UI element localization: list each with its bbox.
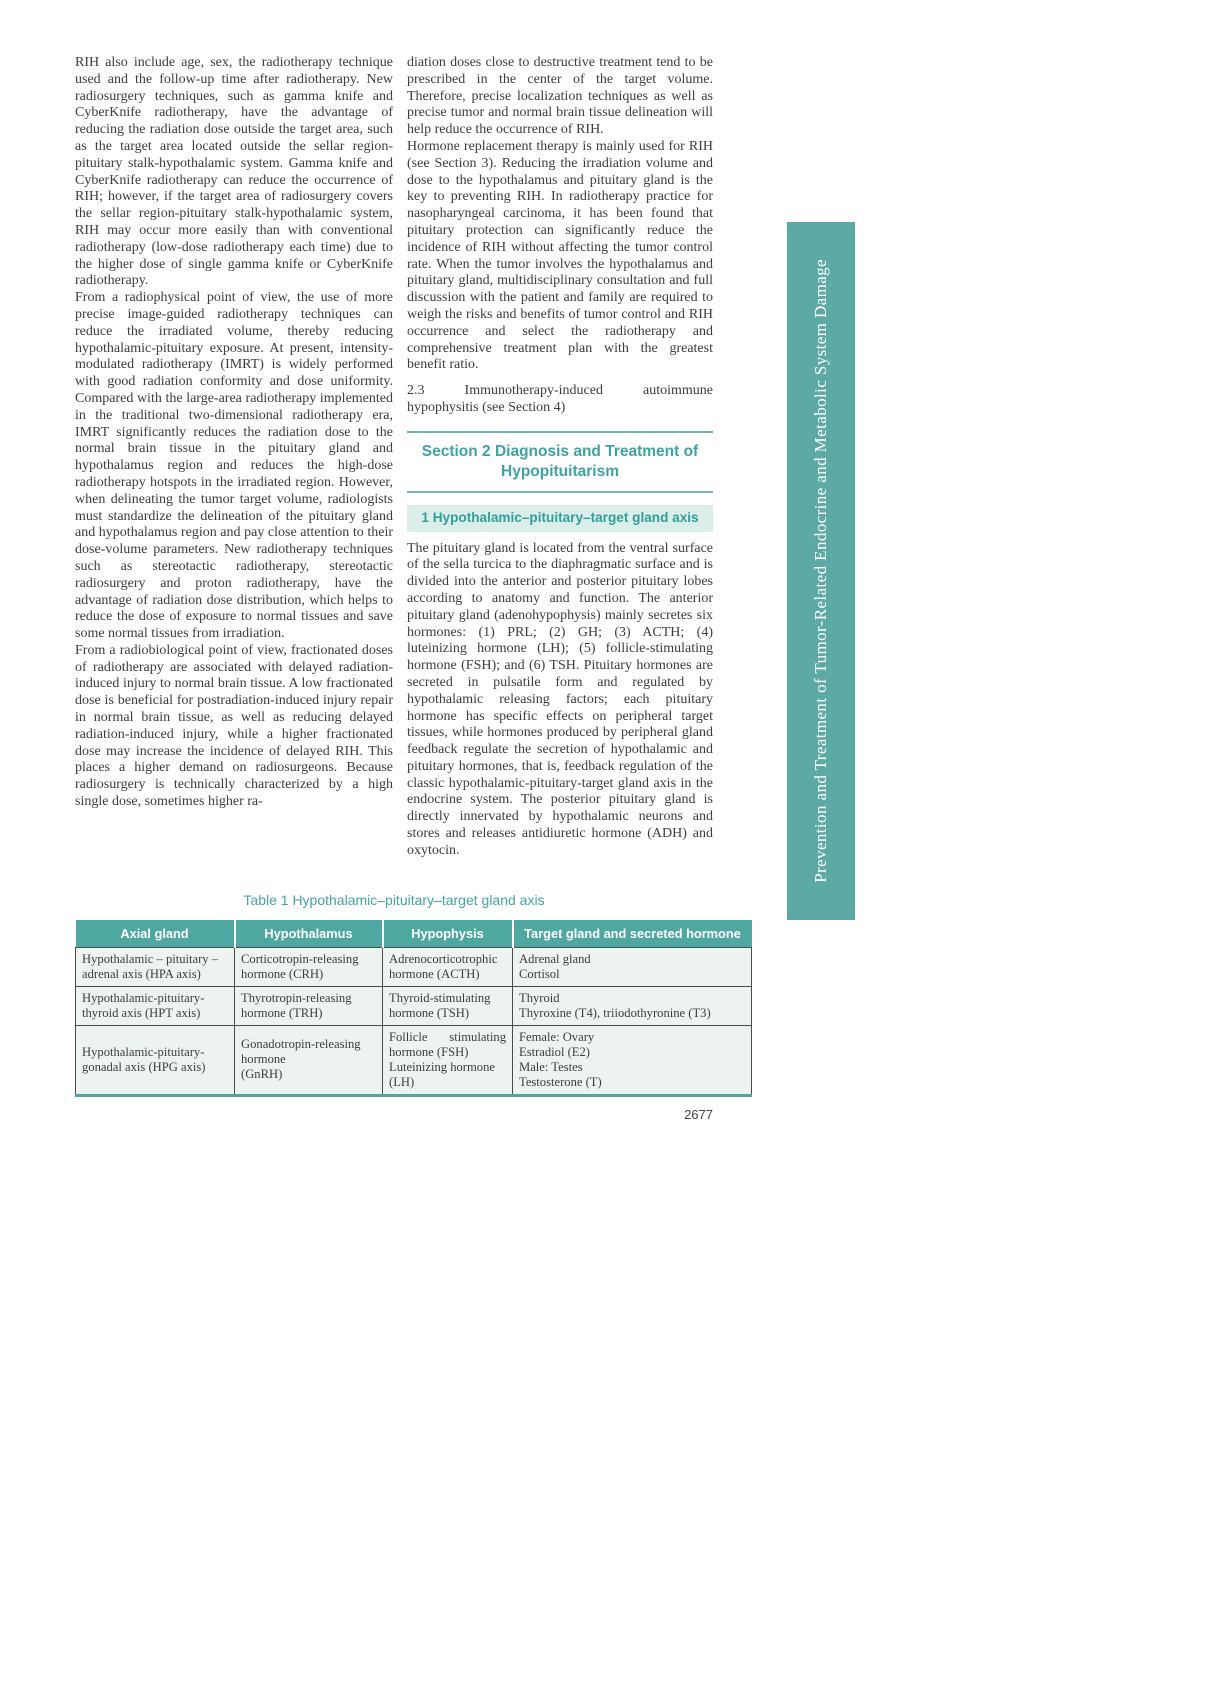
table-row <box>76 1025 752 1095</box>
table-cell: Hypothalamic-pituitary-gonadal axis (HPG axis) <box>76 1025 235 1095</box>
table-cell: Gonadotropin-releasing hormone (GnRH) <box>235 1025 383 1095</box>
table-row <box>76 947 752 986</box>
table-head <box>76 920 752 948</box>
table-header-cell: Axial gland <box>76 920 235 948</box>
two-column-text <box>75 55 713 860</box>
table-cell: Hypothalamic – pituitary – adrenal axis (HPA axis) <box>76 947 235 986</box>
right-column <box>407 55 713 860</box>
paragraph-rih-factors: RIH also include age, sex, the radiotherapy technique used and the follow-up time after radiotherapy. New radiosurgery techniques, such as gamma knife and CyberKnife radiotherapy, have the advantage of reducing the radiation dose outside the target area, such as the target area located outside the sellar region-pituitary stalk-hypothalamic system. Gamma knife and CyberKnife radiotherapy can reduce the occurrence of RIH; however, if the target area of radiosurgery covers the sellar region-pituitary stalk-hypothalamic system, RIH may occur more easily than with conventional radiotherapy (low-dose radiotherapy each time) due to the higher dose of single gamma knife or CyberKnife radiotherapy. <box>75 55 393 289</box>
page-number: 2677 <box>684 1106 713 1122</box>
section-2-heading: Section 2 Diagnosis and Treatment of Hypopituitarism <box>407 431 713 493</box>
table-header-cell: Target gland and secreted hormone <box>513 920 752 948</box>
sidebar-title: Prevention and Treatment of Tumor-Related Endocrine and Metabolic System Damage <box>811 259 830 883</box>
hormone-axis-table <box>75 920 752 1097</box>
table-cell: Thyrotropin-releasing hormone (TRH) <box>235 986 383 1025</box>
table-cell: Follicle stimulating hormone (FSH) Luteinizing hormone (LH) <box>383 1025 513 1095</box>
paragraph-pituitary-axis: The pituitary gland is located from the ventral surface of the sella turcica to the diaphragmatic surface and is divided into the anterior and posterior pituitary lobes according to anatomy and function. The anterior pituitary gland (adenohypophysis) mainly secretes six hormones: (1) PRL; (2) GH; (3) ACTH; (4) luteinizing hormone (LH); (5) follicle-stimulating hormone (FSH); and (6) TSH. Pituitary hormones are secreted in pulsatile form and regulated by hypothalamic releasing factors; each pituitary hormone has specific effects on peripheral target tissues, while hormones produced by peripheral gland feedback regulate the secretion of hypothalamic and pituitary hormones, that is, feedback regulation of the classic hypothalamic-pituitary-target gland axis in the endocrine system. The posterior pituitary gland is directly innervated by hypothalamic neurons and stores and releases antidiuretic hormone (ADH) and oxytocin. <box>407 540 713 858</box>
table-cell: Thyroid-stimulating hormone (TSH) <box>383 986 513 1025</box>
table-cell: Adrenal gland Cortisol <box>513 947 752 986</box>
table-cell: Thyroid Thyroxine (T4), triiodothyronine (T3) <box>513 986 752 1025</box>
paragraph-continuation: diation doses close to destructive treatment tend to be prescribed in the center of the target volume. Therefore, precise localization techniques as well as precise tumor and normal brain tissue delineation will help reduce the occurrence of RIH. <box>407 55 713 138</box>
page-content <box>75 55 741 1122</box>
table-cell: Female: Ovary Estradiol (E2) Male: Testes Testosterone (T) <box>513 1025 752 1095</box>
table-header-cell: Hypothalamus <box>235 920 383 948</box>
subsection-1-heading: 1 Hypothalamic–pituitary–target gland axis <box>407 505 713 532</box>
table-cell: Hypothalamic-pituitary-thyroid axis (HPT axis) <box>76 986 235 1025</box>
paragraph-radiobiological: From a radiobiological point of view, fractionated doses of radiotherapy are associated with delayed radiation-induced injury to normal brain tissue. A low fractionated dose is beneficial for postradiation-induced injury repair in normal brain tissue, as well as reducing delayed radiation-induced injury, while a higher fractionated dose may increase the incidence of delayed RIH. This places a higher demand on radiosurgeons. Because radiosurgery is technically characterized by a high single dose, sometimes higher ra- <box>75 642 393 810</box>
sidebar-banner <box>787 222 855 920</box>
table-header-cell: Hypophysis <box>383 920 513 948</box>
table-cell: Corticotropin-releasing hormone (CRH) <box>235 947 383 986</box>
table-header-row <box>76 920 752 948</box>
table-cell: Adrenocorticotrophic hormone (ACTH) <box>383 947 513 986</box>
subsection-2-3: 2.3 Immunotherapy-induced autoimmune hypophysitis (see Section 4) <box>407 383 713 415</box>
table-caption: Table 1 Hypothalamic–pituitary–target gland axis <box>243 891 545 908</box>
table-body <box>76 947 752 1095</box>
paragraph-hormone-therapy: Hormone replacement therapy is mainly used for RIH (see Section 3). Reducing the irradiation volume and dose to the hypothalamus and pituitary gland is the key to preventing RIH. In radiotherapy practice for nasopharyngeal carcinoma, it has been found that pituitary protection can significantly reduce the incidence of RIH without affecting the tumor control rate. When the tumor involves the hypothalamus and pituitary gland, multidisciplinary consultation and full discussion with the patient and family are required to weigh the risks and benefits of tumor control and RIH occurrence and select the radiotherapy and comprehensive treatment plan with the greatest benefit ratio. <box>407 138 713 373</box>
table-row <box>76 986 752 1025</box>
paragraph-radiophysical: From a radiophysical point of view, the use of more precise image-guided radiotherapy techniques can reduce the irradiated volume, thereby reducing hypothalamic-pituitary exposure. At present, intensity-modulated radiotherapy (IMRT) is widely performed with good radiation conformity and dose uniformity. Compared with the large-area radiotherapy implemented in the traditional two-dimensional radiotherapy era, IMRT significantly reduces the radiation dose to the normal brain tissue in the pituitary gland and hypothalamus region and reduces the high-dose radiotherapy hotspots in the irradiated region. However, when delineating the tumor target volume, radiologists must standardize the delineation of the pituitary gland and hypothalamus region and pay close attention to their dose-volume parameters. New radiotherapy techniques such as stereotactic radiotherapy, stereotactic radiosurgery and proton radiotherapy, have the advantage of radiation dose distribution, which helps to reduce the dose of exposure to normal tissues and save some normal tissues from irradiation. <box>75 290 393 642</box>
left-column <box>75 55 393 860</box>
